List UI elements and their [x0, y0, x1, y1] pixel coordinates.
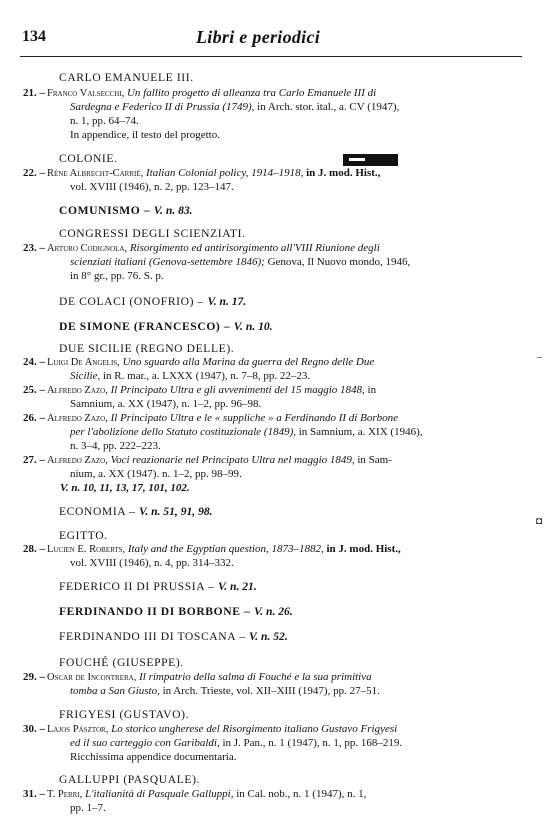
cross-reference: V. n. 17.: [207, 295, 247, 308]
work-title: Il rimpatrio della salma di Fouché e la sua primitiva: [139, 671, 372, 683]
entry-number: 30. –: [23, 723, 45, 735]
work-title: Risorgimento ed antirisorgimento all'VIII Riunione degli: [129, 242, 380, 254]
author: Alfredo Zazo,: [47, 413, 108, 424]
entry-number: 27. –: [23, 454, 45, 466]
work-title: L'italianità di Pasquale Galluppi,: [85, 788, 234, 800]
work-title: Voci reazionarie nel Principato Ultra nel maggio 1849,: [110, 454, 355, 466]
author: Alfredo Zazo,: [47, 385, 108, 396]
citation-cont: n. 3–4, pp. 222–223.: [70, 440, 161, 452]
topic-heading: FERDINANDO III DI TOSCANA –: [59, 630, 246, 643]
citation: in J. mod. Hist.,: [306, 167, 381, 179]
entry-number: 21. –: [23, 87, 45, 99]
entry-number: 22. –: [23, 167, 45, 179]
entry-note: Ricchissima appendice documentaria.: [70, 751, 237, 763]
cross-reference: V. n. 26.: [253, 605, 293, 618]
cross-reference: V. n. 21.: [217, 580, 257, 593]
topic-heading: DUE SICILIE (REGNO DELLE).: [59, 342, 235, 355]
margin-dash-mark: –: [537, 352, 542, 363]
topic-heading: ECONOMIA –: [59, 505, 136, 518]
topic-heading-de-colaci: [59, 295, 246, 308]
citation: in: [367, 384, 377, 396]
redaction-mark: [343, 154, 398, 166]
work-title: Uno sguardo alla Marina da guerra del Regno delle Due: [122, 356, 375, 368]
citation: in Samnium, a. XIX (1946),: [298, 426, 423, 438]
author: Alfredo Zazo,: [47, 455, 108, 466]
topic-heading: DE SIMONE (FRANCESCO) –: [59, 320, 231, 333]
work-title: Un fallito progetto di alleanza tra Carlo Emanuele III di: [126, 87, 377, 99]
citation-cont: in 8° gr., pp. 76. S. p.: [70, 270, 164, 282]
entry-note: In appendice, il testo del progetto.: [70, 129, 220, 141]
topic-heading: CONGRESSI DEGLI SCIENZIATI.: [59, 227, 246, 240]
entry-number: 31. –: [23, 788, 45, 800]
entry-number: 25. –: [23, 384, 45, 396]
cross-reference: V. n. 83.: [153, 204, 193, 217]
citation-cont: nium, a. XX (1947). n. 1–2, pp. 98–99.: [70, 468, 242, 480]
entry-number: 26. –: [23, 412, 45, 424]
work-title: Italian Colonial policy, 1914–1918,: [146, 167, 304, 179]
citation: Genova, Il Nuovo mondo, 1946,: [267, 256, 411, 268]
topic-heading: FRIGYESI (GUSTAVO).: [59, 708, 190, 721]
topic-heading: CARLO EMANUELE III.: [59, 71, 194, 84]
margin-bracket-mark: ◘: [535, 516, 542, 527]
topic-heading-de-simone: [59, 320, 273, 333]
work-title-cont: per l'abolizione dello Statuto costituzionale (1849),: [70, 426, 296, 438]
page-header: [0, 0, 550, 60]
work-title-cont: Sardegna e Federico II di Prussia (1749),: [70, 101, 255, 113]
topic-heading-ferdinando-iii: [59, 630, 288, 643]
author: Lucien E. Roberts,: [47, 544, 126, 555]
citation: in Arch. Trieste, vol. XII–XIII (1947), pp. 27–51.: [162, 685, 380, 697]
citation: in J. Pan., n. 1 (1947), n. 1, pp. 168–219.: [222, 737, 403, 749]
citation-cont: vol. XVIII (1946), n. 2, pp. 123–147.: [70, 181, 234, 193]
topic-heading: COLONIE.: [59, 152, 118, 165]
author: Lajos Pásztor,: [47, 724, 109, 735]
citation-cont: pp. 1–7.: [70, 802, 106, 814]
entry-number: 24. –: [23, 356, 45, 368]
topic-heading-comunismo: [59, 204, 193, 217]
topic-heading: GALLUPPI (PASQUALE).: [59, 773, 201, 786]
topic-heading: DE COLACI (ONOFRIO) –: [59, 295, 204, 308]
entry-number: 28. –: [23, 543, 45, 555]
work-title: Il Principato Ultra e le « suppliche » a Ferdinando II di Borbone: [110, 412, 398, 424]
entry-number: 23. –: [23, 242, 45, 254]
page-number: 134: [22, 28, 46, 45]
topic-heading-ferdinando-ii: [59, 605, 293, 618]
author: Réne Albrecht-Carrié,: [47, 168, 144, 179]
citation: in Arch. stor. ital., a. CV (1947),: [257, 101, 400, 113]
citation: in Sam-: [357, 454, 392, 466]
work-title-cont: tomba a San Giusto,: [70, 685, 160, 697]
work-title: Lo storico ungherese del Risorgimento italiano Gustavo Frigyesi: [111, 723, 398, 735]
running-title: Libri e periodici: [196, 27, 321, 47]
work-title: Il Principato Ultra e gli avvenimenti del 15 maggio 1848,: [110, 384, 365, 396]
author: T. Perri,: [47, 789, 83, 800]
topic-heading-economia: [59, 505, 213, 518]
header-rule: [20, 56, 522, 57]
citation: in R. mar., a. LXXX (1947), n. 7–8, pp. 22–23.: [103, 370, 311, 382]
work-title-cont: Sicilie,: [70, 370, 101, 382]
topic-heading: FEDERICO II DI PRUSSIA –: [59, 580, 215, 593]
work-title: Italy and the Egyptian question, 1873–1882,: [127, 543, 324, 555]
citation-cont: Samnium, a. XX (1947), n. 1–2, pp. 96–98.: [70, 398, 262, 410]
topic-heading: FOUCHÉ (GIUSEPPE).: [59, 656, 184, 669]
cross-reference: V. n. 52.: [248, 630, 288, 643]
work-title-cont: scienziati italiani (Genova-settembre 1846);: [70, 256, 265, 268]
author: Oscar de Incontrera,: [47, 672, 137, 683]
author: Franco Valsecchi,: [47, 88, 125, 99]
work-title-cont: ed il suo carteggio con Garibaldi,: [70, 737, 220, 749]
citation: in J. mod. Hist.,: [326, 543, 401, 555]
topic-heading-federico: [59, 580, 257, 593]
author: Arturo Codignola,: [47, 243, 128, 254]
cross-reference: V. n. 10.: [233, 320, 273, 333]
citation-cont: vol. XVIII (1946), n. 4, pp. 314–332.: [70, 557, 234, 569]
author: Luigi De Angelis,: [47, 357, 120, 368]
topic-heading: EGITTO.: [59, 529, 108, 542]
topic-heading: COMUNISMO –: [59, 204, 151, 217]
citation-cont: n. 1, pp. 64–74.: [70, 115, 139, 127]
citation: in Cal. nob., n. 1 (1947), n. 1,: [236, 788, 367, 800]
entry-number: 29. –: [23, 671, 45, 683]
topic-heading: FERDINANDO II DI BORBONE –: [59, 605, 251, 618]
cross-reference: V. n. 10, 11, 13, 17, 101, 102.: [60, 482, 190, 494]
cross-reference: V. n. 51, 91, 98.: [139, 505, 213, 518]
